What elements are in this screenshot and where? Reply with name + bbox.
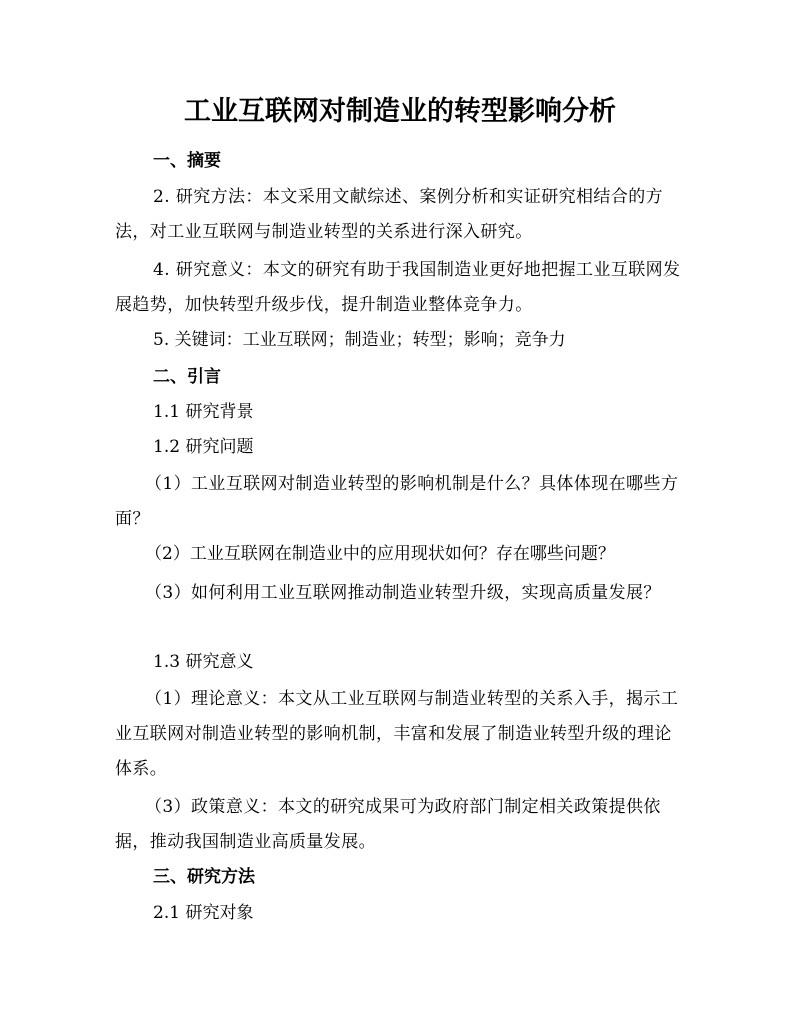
question-item-2: （2）工业互联网在制造业中的应用现状如何？存在哪些问题？	[145, 544, 615, 564]
question-item-1: （1）工业互联网对制造业转型的影响机制是什么？具体体现在哪些方面？	[115, 474, 679, 529]
document-title: 工业互联网对制造业的转型影响分析	[184, 96, 616, 127]
subheading-research-object: 2.1 研究对象	[153, 903, 254, 923]
paragraph-research-method: 2. 研究方法：本文采用文献综述、案例分析和实证研究相结合的方法，对工业互联网与制造业转型的关系进行深入研究。	[115, 187, 664, 242]
question-item-3: （3）如何利用工业互联网推动制造业转型升级，实现高质量发展？	[145, 583, 661, 603]
section-heading-abstract: 一、摘要	[153, 151, 221, 171]
paragraph-policy-significance: （3）政策意义：本文的研究成果可为政府部门制定相关政策提供依据，推动我国制造业高质量发展。	[115, 797, 661, 852]
subheading-research-background: 1.1 研究背景	[153, 402, 254, 422]
subheading-research-significance: 1.3 研究意义	[153, 652, 254, 672]
section-heading-research-methods: 三、研究方法	[153, 867, 255, 887]
paragraph-keywords: 5. 关键词：工业互联网；制造业；转型；影响；竞争力	[153, 330, 566, 350]
section-heading-introduction: 二、引言	[153, 367, 221, 387]
paragraph-research-significance: 4. 研究意义：本文的研究有助于我国制造业更好地把握工业互联网发展趋势，加快转型升级步伐，提升制造业整体竞争力。	[115, 260, 681, 315]
paragraph-theoretical-significance: （1）理论意义：本文从工业互联网与制造业转型的关系入手，揭示工业互联网对制造业转型的影响机制，丰富和发展了制造业转型升级的理论体系。	[115, 689, 679, 779]
subheading-research-questions: 1.2 研究问题	[153, 437, 254, 457]
